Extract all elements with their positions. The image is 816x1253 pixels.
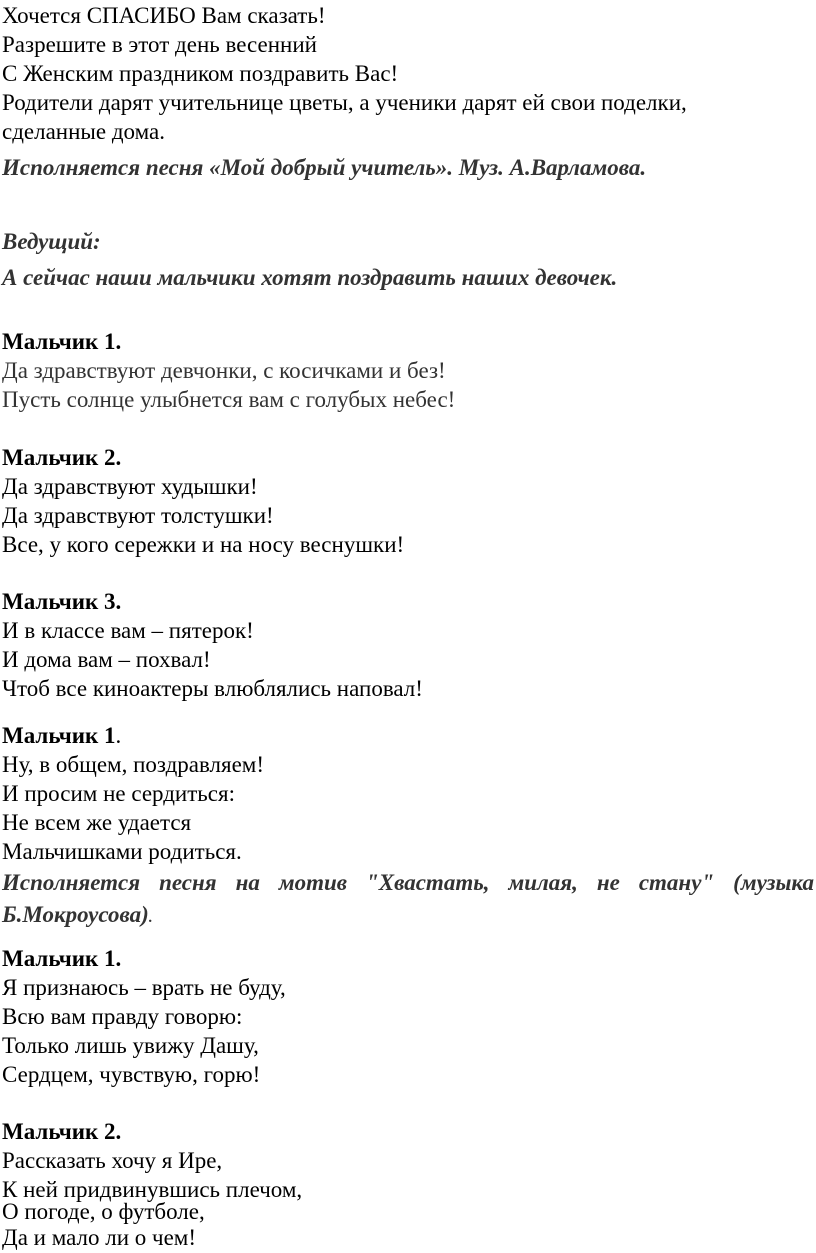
song-announcement-2-line-1 (2, 869, 814, 896)
verse-line: К ней придвинувшись плечом, (2, 1177, 303, 1202)
speaker-heading-row (2, 722, 121, 749)
intro-line-3: С Женским праздником поздравить Вас! (2, 61, 399, 86)
song-word: (музыка (733, 870, 814, 895)
intro-line-5: сделанные дома. (2, 119, 165, 144)
song-word: милая, (508, 870, 578, 895)
verse-line: Сердцем, чувствую, горю! (2, 1062, 261, 1087)
intro-line-2: Разрешите в этот день весенний (2, 32, 317, 57)
speaker-dot: . (115, 723, 122, 748)
song-composer-dot: . (148, 910, 153, 926)
verse-line: Все, у кого сережки и на носу веснушки! (2, 532, 405, 557)
song-word: на (235, 870, 260, 895)
verse-line: Мальчишками родиться. (2, 839, 242, 864)
verse-line: Не всем же удается (2, 810, 192, 835)
speaker-heading: Мальчик 1. (2, 946, 122, 971)
song-word: "Хвастать, (366, 870, 490, 895)
speaker-heading: Мальчик 2. (2, 445, 122, 470)
host-label: Ведущий: (2, 229, 101, 254)
verse-line: Только лишь увижу Дашу, (2, 1033, 259, 1058)
song-announcement-1: Исполняется песня «Мой добрый учитель». Муз. А.Варламова. (2, 155, 647, 180)
song-word: Исполняется (2, 870, 141, 895)
song-word: стану" (638, 870, 715, 895)
verse-line: Рассказать хочу я Ире, (2, 1148, 223, 1173)
verse-line: И в классе вам – пятерок! (2, 618, 254, 643)
speaker-heading: Мальчик 2. (2, 1119, 122, 1144)
song-word: мотив (278, 870, 348, 895)
song-composer: Б.Мокроусова) (2, 902, 149, 927)
host-line: А сейчас наши мальчики хотят поздравить наших девочек. (2, 265, 618, 290)
verse-line: И просим не сердиться: (2, 781, 235, 806)
verse-line: Да здравствуют толстушки! (2, 503, 274, 528)
verse-line: Да здравствуют худышки! (2, 474, 258, 499)
song-word: песня (159, 870, 217, 895)
intro-line-4: Родители дарят учительнице цветы, а ученики дарят ей свои поделки, (2, 90, 687, 115)
speaker-heading: Мальчик 3. (2, 589, 122, 614)
verse-line: Чтоб все киноактеры влюблялись наповал! (2, 676, 423, 701)
verse-line: Всю вам правду говорю: (2, 1004, 243, 1029)
verse-line: Да здравствуют девчонки, с косичками и без! (2, 358, 446, 383)
intro-line-1: Хочется СПАСИБО Вам сказать! (2, 3, 326, 28)
verse-line: Пусть солнце улыбнется вам с голубых небес! (2, 387, 456, 412)
verse-line: Я признаюсь – врать не буду, (2, 975, 286, 1000)
verse-line: Да и мало ли о чем! (2, 1225, 197, 1250)
verse-line: О погоде, о футболе, (2, 1199, 205, 1224)
song-announcement-2-line-2 (2, 901, 153, 928)
verse-line: И дома вам – похвал! (2, 647, 211, 672)
speaker-heading: Мальчик 1 (2, 723, 116, 748)
speaker-heading: Мальчик 1. (2, 329, 122, 354)
song-word: не (596, 870, 620, 895)
verse-line: Ну, в общем, поздравляем! (2, 752, 265, 777)
